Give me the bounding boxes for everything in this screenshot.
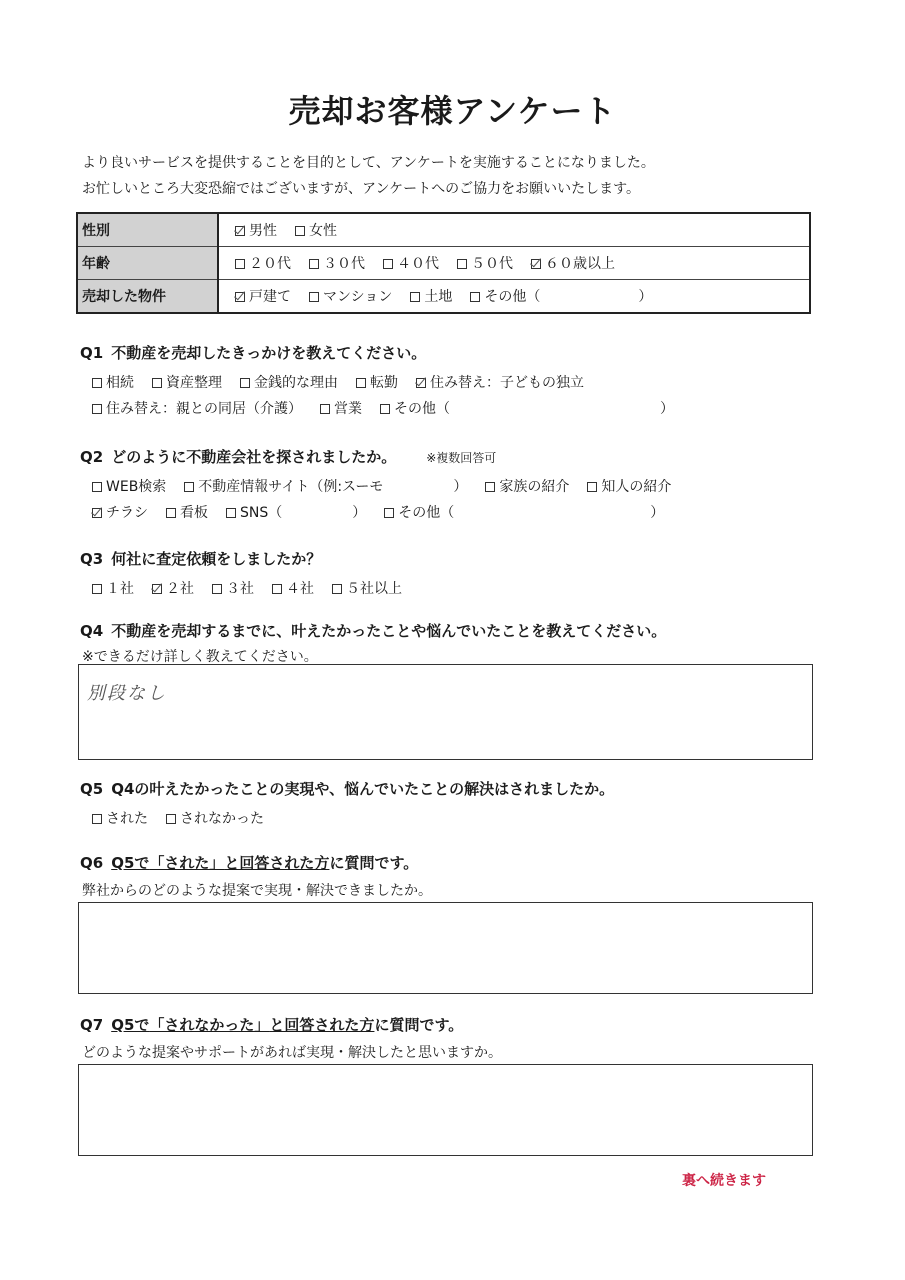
q6-pre: Q5で [111, 854, 150, 872]
checkbox-label: 住み替え：親との同居（介護） [106, 401, 302, 417]
checkbox-label: 転勤 [370, 375, 398, 391]
checkbox-label: ２０代 [249, 256, 291, 272]
checkbox-label: SNS（ ） [240, 505, 367, 521]
checkbox-icon[interactable] [470, 292, 480, 302]
checkbox-label: 男性 [249, 223, 277, 239]
intro-line-1: より良いサービスを提供することを目的として、アンケートを実施することになりました。 [82, 155, 655, 171]
checkbox-label: 不動産情報サイト（例:スーモ ） [198, 479, 468, 495]
checkbox-icon[interactable] [226, 508, 236, 518]
checkbox-option[interactable] [92, 398, 302, 418]
checkbox-option[interactable] [485, 476, 569, 496]
q2-options-row-1 [92, 476, 689, 496]
checkbox-option[interactable] [295, 220, 337, 240]
checkbox-icon[interactable] [309, 292, 319, 302]
checkbox-label: されなかった [180, 811, 264, 827]
q2-text: どのように不動産会社を探されましたか。 [111, 448, 397, 466]
checkbox-label: 土地 [424, 289, 453, 305]
checkbox-icon[interactable] [295, 226, 305, 236]
intro-line-2: お忙しいところ大変恐縮ではございますが、アンケートへのご協力をお願いいたします。 [82, 181, 641, 197]
checkbox-label: ４０代 [397, 256, 439, 272]
q7-pre: Q5で [111, 1016, 150, 1034]
q2-options-row-2 [92, 502, 682, 522]
checkbox-option[interactable] [92, 502, 148, 522]
checkbox-label: その他（ ） [394, 401, 674, 417]
checkbox-icon[interactable] [380, 404, 390, 414]
q3-options-row-1 [92, 578, 420, 598]
checkbox-option[interactable] [235, 220, 277, 240]
checkbox-option[interactable] [272, 578, 314, 598]
age-label: 年齢 [77, 247, 218, 280]
checkbox-label: 相続 [106, 375, 134, 391]
checkbox-option[interactable] [531, 253, 615, 273]
respondent-info-table [76, 212, 811, 314]
checkbox-option[interactable] [166, 502, 208, 522]
q4-text: 不動産を売却するまでに、叶えたかったことや悩んでいたことを教えてください。 [111, 622, 667, 640]
checkbox-label: 資産整理 [166, 375, 222, 391]
checkbox-icon[interactable] [166, 814, 176, 824]
checkbox-label: された [106, 811, 148, 827]
checkbox-label: チラシ [106, 505, 148, 521]
checked-checkbox-icon[interactable] [531, 259, 541, 269]
checkbox-option[interactable] [240, 372, 338, 392]
checkbox-icon[interactable] [92, 584, 102, 594]
q3-heading [80, 548, 321, 569]
checkbox-option[interactable] [309, 253, 365, 273]
age-options [218, 247, 810, 280]
property-row [77, 280, 810, 314]
checkbox-icon[interactable] [166, 508, 176, 518]
checkbox-icon[interactable] [92, 378, 102, 388]
checkbox-option[interactable] [235, 253, 291, 273]
page-title: 売却お客様アンケート [288, 92, 617, 130]
checkbox-option[interactable] [152, 578, 194, 598]
q6-number: Q6 [80, 854, 104, 872]
q2-heading [80, 446, 496, 467]
checkbox-icon[interactable] [309, 259, 319, 269]
q5-text: Q4の叶えたかったことの実現や、悩んでいたことの解決はされましたか。 [111, 780, 615, 798]
checkbox-icon[interactable] [457, 259, 467, 269]
checkbox-option[interactable] [587, 476, 671, 496]
checkbox-label: 女性 [309, 223, 337, 239]
checkbox-icon[interactable] [240, 378, 250, 388]
checkbox-icon[interactable] [332, 584, 342, 594]
q7-heading [80, 1014, 463, 1035]
checkbox-label: 金銭的な理由 [254, 375, 338, 391]
checkbox-icon[interactable] [92, 404, 102, 414]
q6-post: に質問です。 [329, 854, 419, 872]
q7-post: に質問です。 [374, 1016, 464, 1034]
q4-answer-box[interactable] [78, 664, 813, 760]
q7-subtext: どのような提案やサポートがあれば実現・解決したと思いますか。 [82, 1045, 502, 1061]
checkbox-option[interactable] [309, 286, 392, 306]
continue-on-back-note: 裏へ続きます [682, 1173, 766, 1189]
checked-checkbox-icon[interactable] [235, 292, 245, 302]
q1-options-row-1 [92, 372, 602, 392]
q4-heading [80, 620, 666, 641]
q2-number: Q2 [80, 448, 104, 466]
checkbox-option[interactable] [320, 398, 362, 418]
q1-text: 不動産を売却したきっかけを教えてください。 [111, 344, 427, 362]
checkbox-icon[interactable] [92, 814, 102, 824]
checkbox-icon[interactable] [92, 482, 102, 492]
checked-checkbox-icon[interactable] [92, 508, 102, 518]
checkbox-option[interactable] [380, 398, 674, 418]
checkbox-label: １社 [106, 581, 134, 597]
checkbox-icon[interactable] [485, 482, 495, 492]
checkbox-label: その他（ ） [398, 505, 665, 521]
checkbox-icon[interactable] [587, 482, 597, 492]
checkbox-label: ４社 [286, 581, 314, 597]
checkbox-option[interactable] [92, 476, 166, 496]
checkbox-option[interactable] [166, 808, 264, 828]
checkbox-label: ２社 [166, 581, 194, 597]
checkbox-label: ３社 [226, 581, 254, 597]
checkbox-label: ５０代 [471, 256, 513, 272]
q5-options-row-1 [92, 808, 282, 828]
checkbox-label: 家族の紹介 [499, 479, 570, 495]
checkbox-option[interactable] [226, 502, 366, 522]
age-row [77, 247, 810, 280]
checkbox-label: ６０歳以上 [545, 256, 615, 272]
checkbox-option[interactable] [457, 253, 513, 273]
checkbox-label: 住み替え：子どもの独立 [430, 375, 584, 391]
gender-row [77, 213, 810, 247]
gender-options [218, 213, 810, 247]
q1-number: Q1 [80, 344, 104, 362]
checkbox-option[interactable] [152, 372, 222, 392]
gender-label: 性別 [77, 213, 218, 247]
property-options [218, 280, 810, 314]
checkbox-label: 知人の紹介 [601, 479, 672, 495]
q3-number: Q3 [80, 550, 104, 568]
checkbox-icon[interactable] [410, 292, 420, 302]
checked-checkbox-icon[interactable] [416, 378, 426, 388]
checkbox-icon[interactable] [320, 404, 330, 414]
checkbox-label: その他（ ） [484, 289, 653, 305]
checkbox-icon[interactable] [235, 259, 245, 269]
q6-subtext: 弊社からのどのような提案で実現・解決できましたか。 [82, 883, 432, 899]
q1-options-row-2 [92, 398, 692, 418]
q7-number: Q7 [80, 1016, 104, 1034]
checkbox-label: 戸建て [249, 289, 291, 305]
checkbox-option[interactable] [92, 808, 148, 828]
q2-note: ※複数回答可 [426, 451, 497, 465]
checked-checkbox-icon[interactable] [235, 226, 245, 236]
q6-mid: と回答された方 [224, 854, 330, 872]
checkbox-option[interactable] [92, 372, 134, 392]
checkbox-option[interactable] [235, 286, 291, 306]
checkbox-option[interactable] [470, 286, 652, 306]
q6-answer-box[interactable] [78, 902, 813, 994]
checkbox-label: マンション [323, 289, 393, 305]
checkbox-icon[interactable] [272, 584, 282, 594]
checkbox-icon[interactable] [356, 378, 366, 388]
checkbox-label: ５社以上 [346, 581, 402, 597]
checkbox-icon[interactable] [384, 508, 394, 518]
checkbox-option[interactable] [383, 253, 439, 273]
checkbox-option[interactable] [416, 372, 584, 392]
checkbox-option[interactable] [92, 578, 134, 598]
q4-handwritten-answer: 別段なし [87, 683, 167, 704]
checkbox-icon[interactable] [212, 584, 222, 594]
q7-quote: 「されなかった」 [149, 1016, 270, 1034]
checkbox-label: ３０代 [323, 256, 365, 272]
checkbox-option[interactable] [332, 578, 402, 598]
checkbox-option[interactable] [212, 578, 254, 598]
checkbox-option[interactable] [410, 286, 452, 306]
checkbox-option[interactable] [356, 372, 398, 392]
checkbox-option[interactable] [384, 502, 664, 522]
checkbox-option[interactable] [184, 476, 467, 496]
checkbox-label: WEB検索 [106, 479, 167, 495]
q3-text: 何社に査定依頼をしましたか？ [111, 550, 322, 568]
checkbox-icon[interactable] [184, 482, 194, 492]
property-label: 売却した物件 [77, 280, 218, 314]
q5-number: Q5 [80, 780, 104, 798]
q6-heading [80, 852, 418, 873]
checkbox-label: 看板 [180, 505, 208, 521]
q4-subtext: ※できるだけ詳しく教えてください。 [82, 649, 318, 665]
checkbox-label: 営業 [334, 401, 362, 417]
checkbox-icon[interactable] [383, 259, 393, 269]
q5-heading [80, 778, 614, 799]
checkbox-icon[interactable] [152, 378, 162, 388]
q1-heading [80, 342, 426, 363]
checked-checkbox-icon[interactable] [152, 584, 162, 594]
q4-number: Q4 [80, 622, 104, 640]
q7-mid: と回答された方 [269, 1016, 375, 1034]
q6-quote: 「された」 [149, 854, 225, 872]
q7-answer-box[interactable] [78, 1064, 813, 1156]
